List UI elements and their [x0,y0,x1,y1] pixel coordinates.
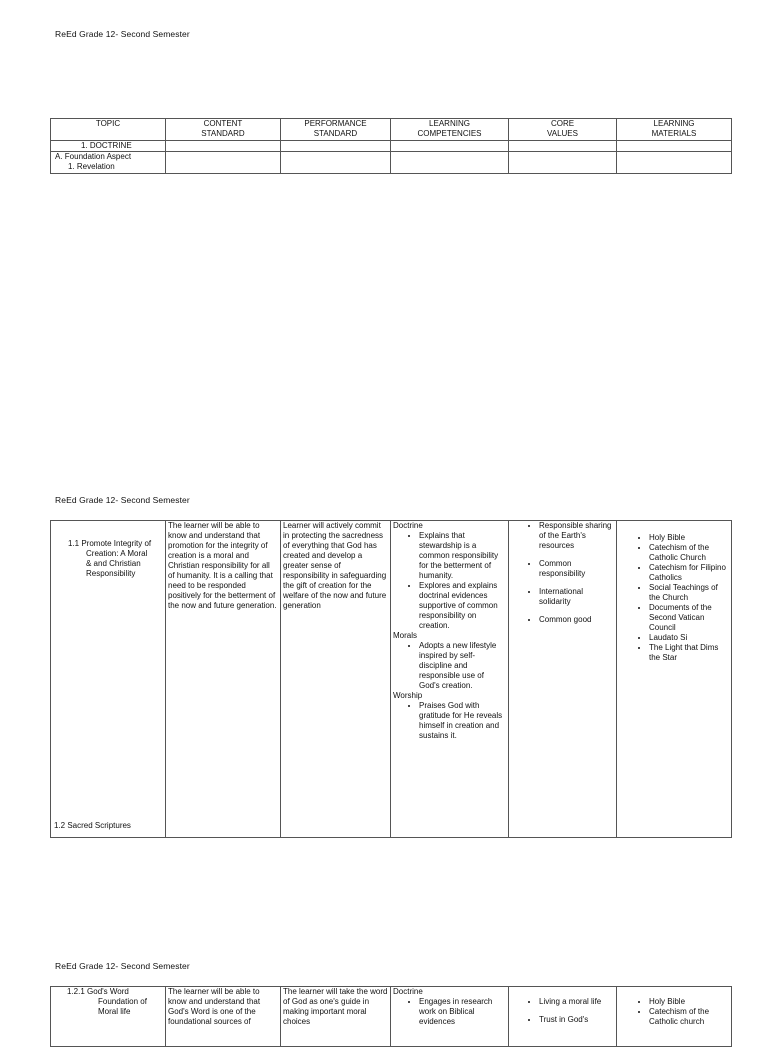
page-header: ReEd Grade 12- Second Semester [55,495,190,505]
list-item: • Explores and explains doctrinal evidences supportive of common responsibility on creation. [419,581,506,631]
header-core-values: CORE VALUES [509,119,617,141]
list-item: • Engages in research work on Biblical evidences [419,997,506,1027]
list-item: • Explains that stewardship is a common responsibility for the betterment of humanity. [419,531,506,581]
table-row [51,521,732,838]
page-header: ReEd Grade 12- Second Semester [55,29,190,39]
curriculum-table-2 [50,520,732,838]
list-item: • Catechism of the Catholic Church [649,543,729,563]
header-topic: TOPIC [51,119,166,141]
list-item: • Adopts a new lifestyle inspired by self- discipline and responsible use of God's creation. [419,641,506,691]
content-standard-cell: The learner will be able to know and understand that promotion for the integrity of creation is a moral and Christian responsibility for all of humanity. It is a calling that need to be responded positively for the betterment of the now and future generation. [166,521,281,838]
core-values-cell [509,987,617,1047]
header-learning-materials: LEARNING MATERIALS [617,119,732,141]
topic-cell [51,521,166,838]
topic-gods-word: 1.2.1 God's Word Foundation of Moral life [51,987,166,1047]
list-item: • International solidarity [539,587,614,607]
learning-competencies-cell: Doctrine • Engages in research work on Biblical evidences [391,987,509,1047]
performance-standard-cell: The learner will take the word of God as one's guide in making important moral choices [281,987,391,1047]
learning-competencies-cell: Doctrine • Explains that stewardship is a common responsibility for the betterment of humanity. • Explores and explains doctrinal evidences supportive of common responsibility on creation. Morals • Adopts a new lifestyle inspired by self- discipline and responsible use of God's creation. Worship • Praises God with gratitude for He reveals himself in creation and sustains it. [391,521,509,838]
list-item: • Social Teachings of the Church [649,583,729,603]
list-item: • Responsible sharing of the Earth's resources [539,521,614,551]
content-standard-cell: The learner will be able to know and understand that God's Word is one of the foundational sources of [166,987,281,1047]
topic-doctrine: 1. DOCTRINE [51,141,166,152]
curriculum-table-1 [50,118,732,174]
list-item: • Praises God with gratitude for He reveals himself in creation and sustains it. [419,701,506,741]
topic-sacred-scriptures: 1.2 Sacred Scriptures [54,821,131,830]
topic-promote-integrity: 1.1 Promote Integrity of Creation: A Moral & and Christian Responsibility [68,539,152,578]
curriculum-table-3 [50,986,732,1047]
list-item: • Catechism of the Catholic church [649,1007,729,1027]
list-item: • Trust in God's [539,1015,614,1025]
page-header: ReEd Grade 12- Second Semester [55,961,190,971]
table-row [51,152,732,174]
learning-materials-cell [617,987,732,1047]
header-performance-standard: PERFORMANCE STANDARD [281,119,391,141]
topic-foundation-aspect: A. Foundation Aspect 1. Revelation [51,152,166,174]
performance-standard-cell: Learner will actively commit in protecting the sacredness of everything that God has created and develop a greater sense of responsibility in safeguarding the gift of creation for the welfare of the now and future generation [281,521,391,838]
list-item: • Documents of the Second Vatican Council [649,603,729,633]
list-item: • Laudato Si [649,633,729,643]
table-row [51,141,732,152]
table-header-row [51,119,732,141]
list-item: • Common good [539,615,614,625]
list-item: • Common responsibility [539,559,614,579]
list-item: • Holy Bible [649,533,729,543]
header-content-standard: CONTENT STANDARD [166,119,281,141]
learning-materials-cell [617,521,732,838]
table-row [51,987,732,1047]
core-values-cell [509,521,617,838]
list-item: • Living a moral life [539,997,614,1007]
list-item: • Holy Bible [649,997,729,1007]
header-learning-competencies: LEARNING COMPETENCIES [391,119,509,141]
list-item: • The Light that Dims the Star [649,643,729,663]
list-item: • Catechism for Filipino Catholics [649,563,729,583]
